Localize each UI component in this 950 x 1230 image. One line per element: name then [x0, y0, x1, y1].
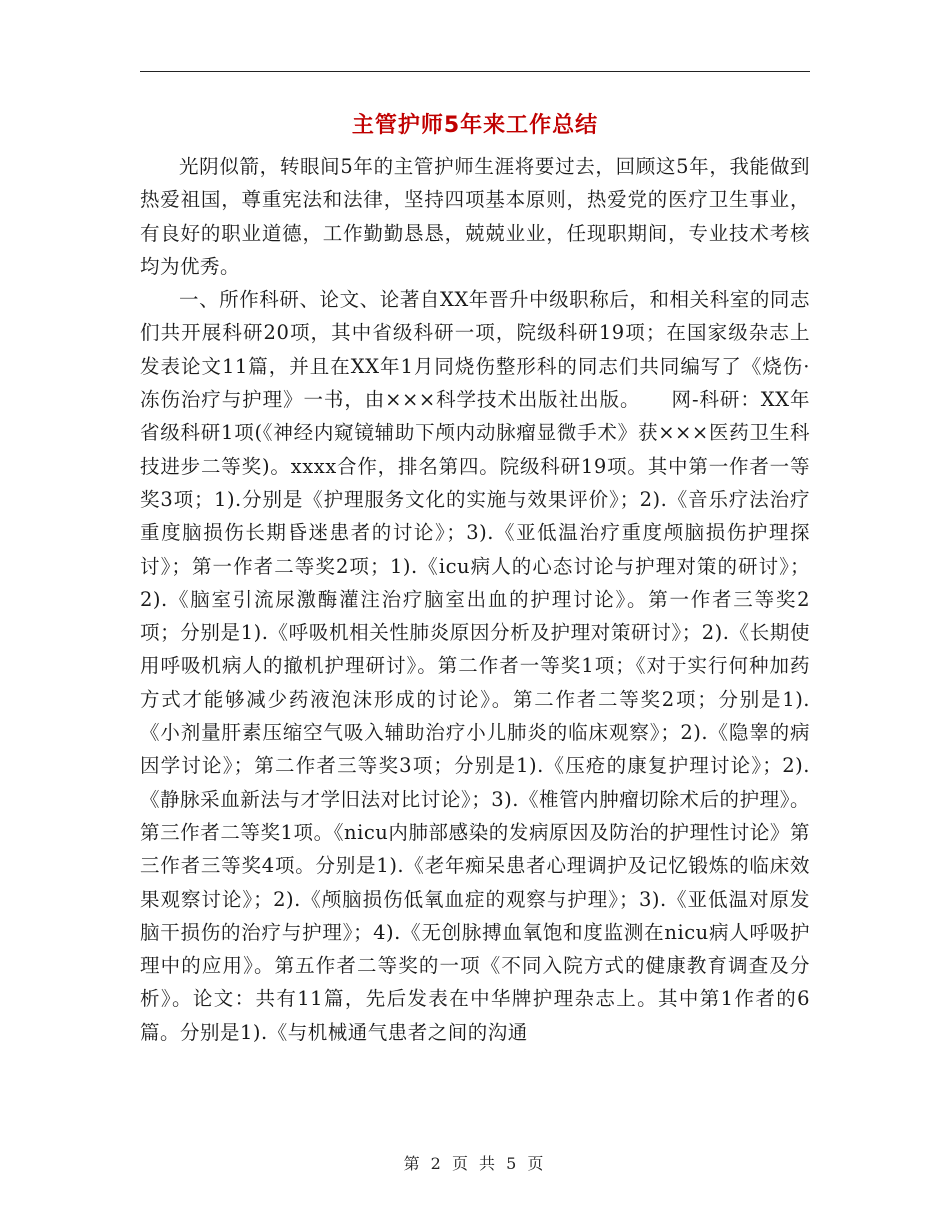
paragraph-research: 一、所作科研、论文、论著自XX年晋升中级职称后，和相关科室的同志们共开展科研20项，其中省级科研一项，院级科研19项；在国家级杂志上发表论文11篇，并且在XX年1月同烧伤整形科的同志们共同编写了《烧伤·冻伤治疗与护理》一书，由×××科学技术出版社出版。 网-科研：XX年省级科研1项(《神经内窥镜辅助下颅内动脉瘤显微手术》获×××医药卫生科技进步二等奖)。xxxx合作，排名第四。院级科研19项。其中第一作者一等奖3项；1).分别是《护理服务文化的实施与效果评价》；2).《音乐疗法治疗重度脑损伤长期昏迷患者的讨论》；3).《亚低温治疗重度颅脑损伤护理探讨》；第一作者二等奖2项；1).《icu病人的心态讨论与护理对策的研讨》；2).《脑室引流尿激酶灌注治疗脑室出血的护理讨论》。第一作者三等奖2项；分别是1).《呼吸机相关性肺炎原因分析及护理对策研讨》；2).《长期使用呼吸机病人的撤机护理研讨》。第二作者一等奖1项；《对于实行何种加药方式才能够减少药液泡沫形成的讨论》。第二作者二等奖2项；分别是1).《小剂量肝素压缩空气吸入辅助治疗小儿肺炎的临床观察》；2).《隐睾的病因学讨论》；第二作者三等奖3项；分别是1).《压疮的康复护理讨论》；2).《静脉采血新法与才学旧法对比讨论》；3).《椎管内肿瘤切除术后的护理》。第三作者二等奖1项。《nicu内肺部感染的发病原因及防治的护理性讨论》第三作者三等奖4项。分别是1).《老年痴呆患者心理调护及记忆锻炼的临床效果观察讨论》；2).《颅脑损伤低氧血症的观察与护理》；3).《亚低温对原发脑干损伤的治疗与护理》；4).《无创脉搏血氧饱和度监测在nicu病人呼吸护理中的应用》。第五作者二等奖的一项《不同入院方式的健康教育调查及分析》。论文：共有11篇，先后发表在中华牌护理杂志上。其中第1作者的6篇。分别是1).《与机械通气患者之间的沟通	[140, 288, 810, 1044]
header-rule	[140, 71, 810, 72]
page-footer: 第 2 页 共 5 页	[403, 1154, 547, 1173]
document-body	[140, 150, 810, 1049]
document-title: 主管护师5年来工作总结	[351, 113, 599, 138]
paragraph-intro: 光阴似箭，转眼间5年的主管护师生涯将要过去，回顾这5年，我能做到热爱祖国，尊重宪法和法律，坚持四项基本原则，热爱党的医疗卫生事业，有良好的职业道德，工作勤勤恳恳，兢兢业业，任现职期间，专业技术考核均为优秀。	[140, 155, 810, 278]
